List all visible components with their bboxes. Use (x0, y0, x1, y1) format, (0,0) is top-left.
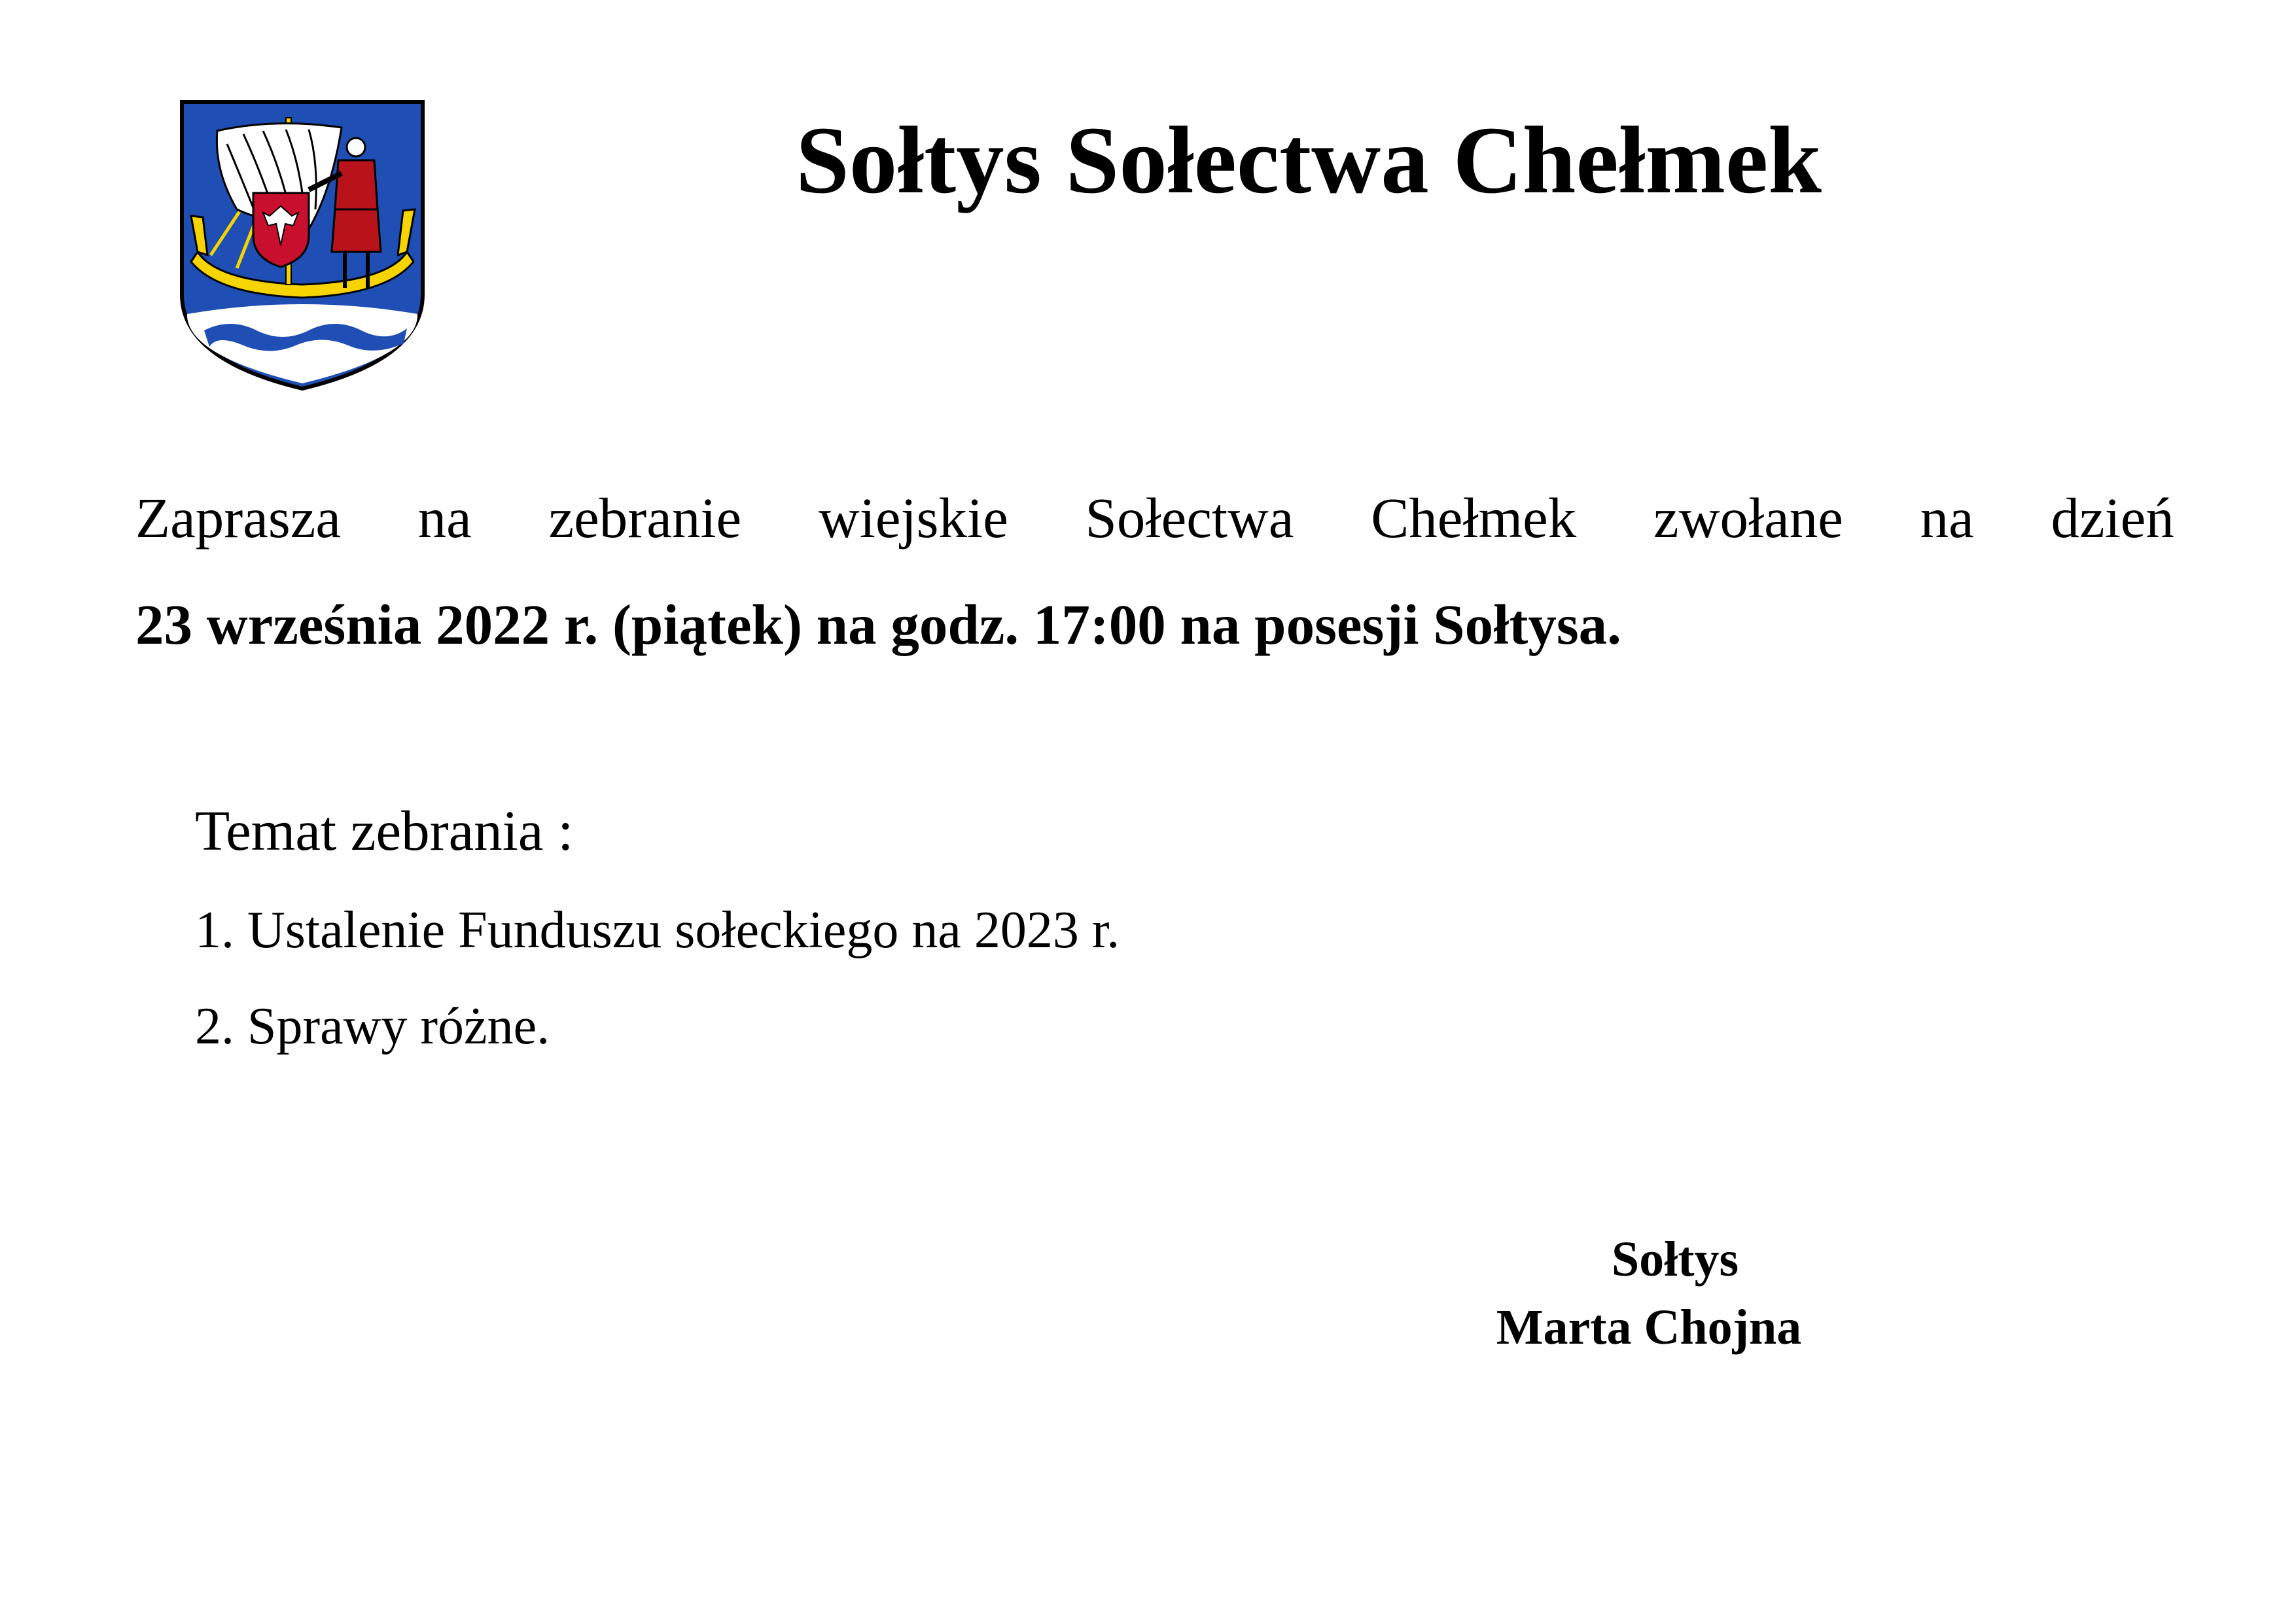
agenda-item: 1. Ustalenie Funduszu sołeckiego na 2023 r. (195, 901, 1120, 959)
coat-of-arms-icon (178, 98, 427, 393)
agenda-item: 2. Sprawy różne. (195, 998, 550, 1055)
intro-word: wiejskie (818, 486, 1008, 550)
agenda-heading: Temat zebrania : (195, 799, 574, 862)
intro-word: na (417, 486, 472, 550)
intro-word: dzień (2051, 486, 2174, 550)
page-title: Sołtys Sołectwa Chełmek (796, 107, 1822, 213)
signature-role: Sołtys (1611, 1232, 1739, 1287)
signature-name: Marta Chojna (1496, 1300, 1802, 1355)
intro-word: zebranie (548, 486, 742, 550)
intro-line (135, 485, 2174, 551)
meeting-date-line: 23 września 2022 r. (piątek) na godz. 17:00 na posesji Sołtysa. (135, 593, 1621, 656)
intro-word: Chełmek (1371, 486, 1577, 550)
intro-word: zwołane (1653, 486, 1843, 550)
intro-word: Sołectwa (1085, 486, 1294, 550)
intro-word: Zaprasza (135, 486, 341, 550)
intro-word: na (1920, 486, 1974, 550)
